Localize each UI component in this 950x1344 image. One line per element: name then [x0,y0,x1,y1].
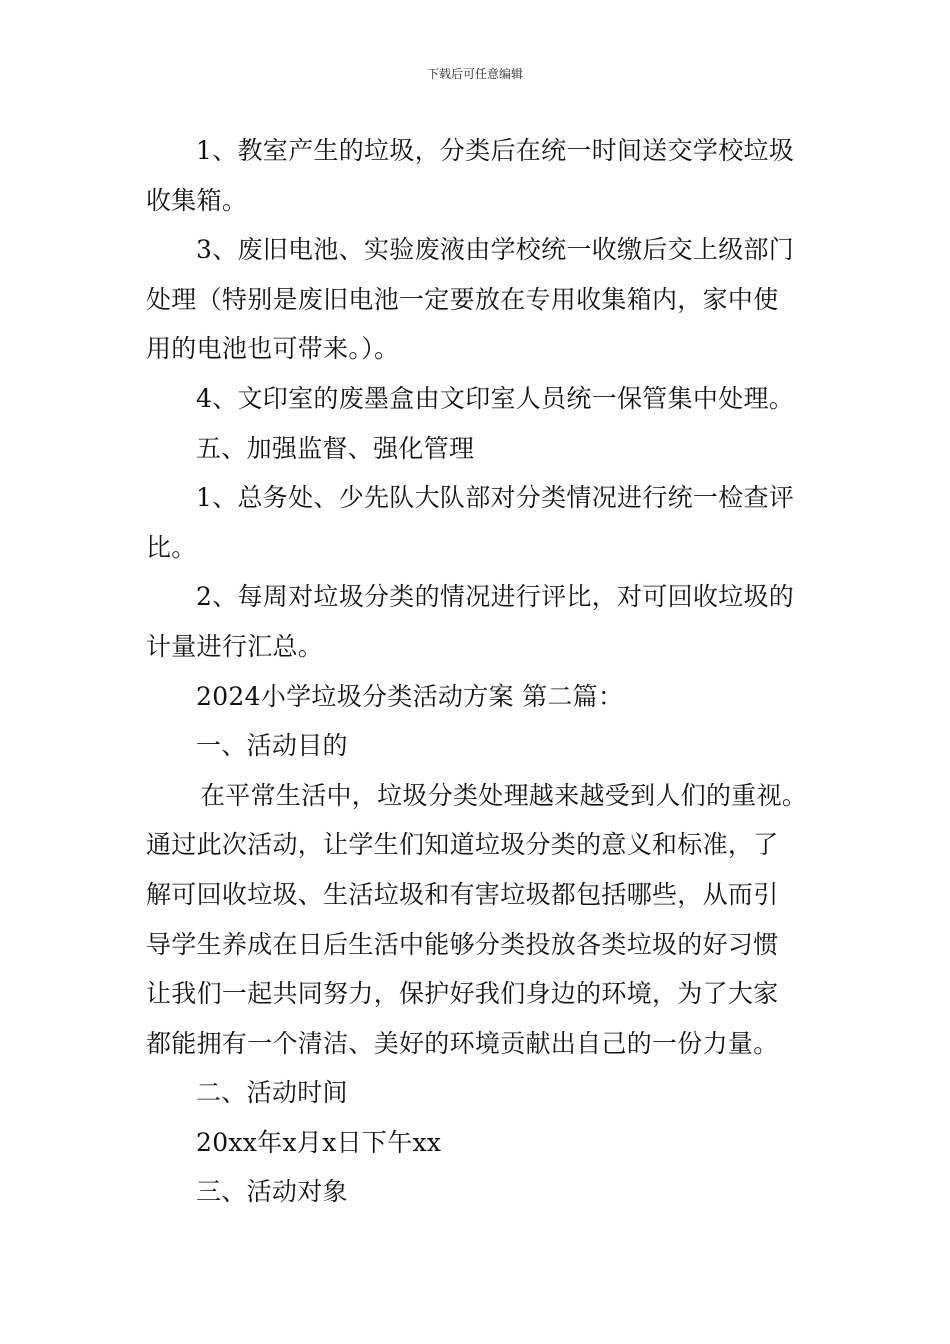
section-heading: 三、活动对象 [196,1177,348,1207]
page-header: 下载后可任意编辑 [426,67,523,81]
section-heading: 二、活动时间 [196,1078,348,1108]
paragraph-line: 导学生养成在日后生活中能够分类投放各类垃圾的好习惯 [146,929,779,959]
paragraph-line: 4、文印室的废墨盒由文印室人员统一保管集中处理。 [196,383,795,413]
paragraph-line: 让我们一起共同努力，保护好我们身边的环境，为了大家 [146,979,779,1009]
paragraph-line: 1、总务处、少先队大队部对分类情况进行统一检查评 [196,483,795,513]
section-heading: 五、加强监督、强化管理 [196,433,475,463]
paragraph-line: 处理（特别是废旧电池一定要放在专用收集箱内，家中使 [146,284,779,314]
paragraph-line: 2、每周对垃圾分类的情况进行评比，对可回收垃圾的 [196,582,795,612]
paragraph-line: 用的电池也可带来。）。 [146,334,400,364]
paragraph-line: 计量进行汇总。 [146,631,324,661]
paragraph-line: 20xx年x月x日下午xx [196,1127,442,1157]
document-body [146,126,826,1217]
paragraph-line: 在平常生活中，垃圾分类处理越来越受到人们的重视。 [200,780,808,810]
section-heading: 一、活动目的 [196,731,348,761]
paragraph-line: 比。 [146,532,197,562]
paragraph-line: 1、教室产生的垃圾，分类后在统一时间送交学校垃圾 [196,136,795,165]
paragraph-line: 都能拥有一个清洁、美好的环境贡献出自己的一份力量。 [146,1028,779,1058]
paragraph-line: 解可回收垃圾、生活垃圾和有害垃圾都包括哪些，从而引 [146,879,779,909]
paragraph-line: 通过此次活动，让学生们知道垃圾分类的意义和标准，了 [146,830,779,860]
document-title: 2024小学垃圾分类活动方案 第二篇： [196,681,624,711]
paragraph-line: 3、废旧电池、实验废液由学校统一收缴后交上级部门 [196,235,795,265]
paragraph-line: 收集箱。 [146,185,248,215]
